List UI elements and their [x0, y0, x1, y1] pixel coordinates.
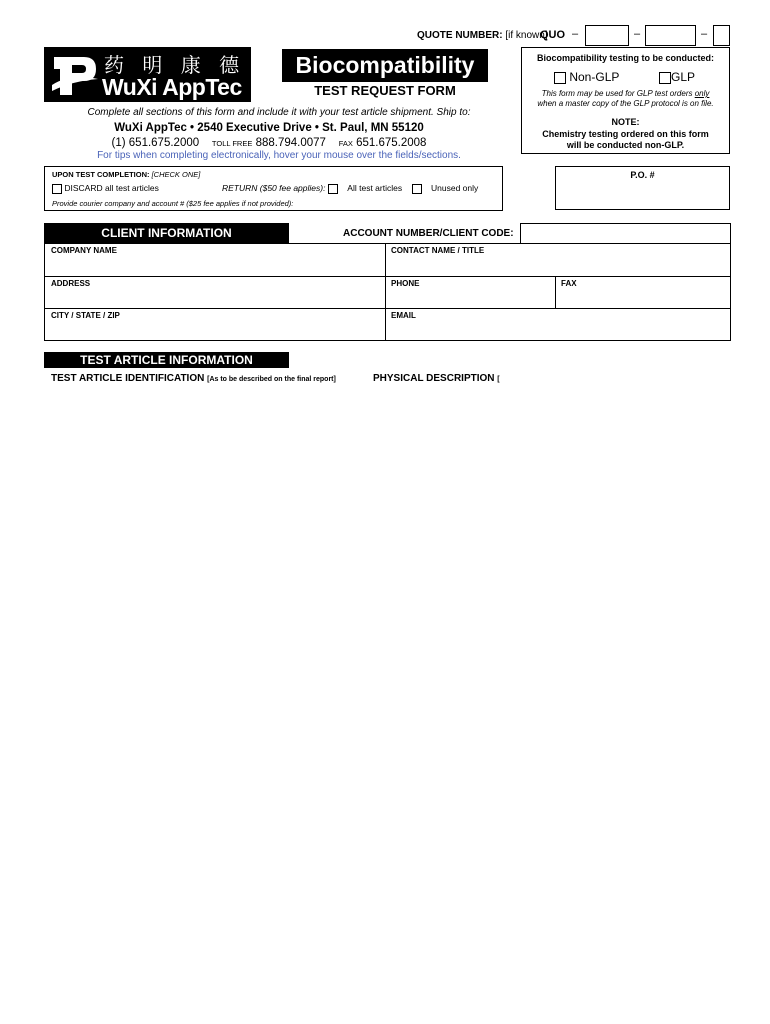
testing-heading: Biocompatibility testing to be conducted: — [536, 53, 714, 63]
city-state-zip-label: CITY / STATE / ZIP — [51, 311, 120, 320]
return-all-checkbox[interactable] — [328, 184, 338, 194]
form-title: Biocompatibility — [282, 49, 488, 82]
quote-dash: – — [701, 28, 708, 40]
city-state-zip-field[interactable] — [45, 309, 385, 340]
address-field[interactable] — [45, 277, 385, 308]
glp-note-emphasis: only — [694, 89, 710, 98]
quote-prefix: QUO — [540, 29, 566, 41]
client-information-header: CLIENT INFORMATION — [44, 223, 289, 243]
form-subtitle: TEST REQUEST FORM — [314, 83, 456, 98]
physical-description-text: PHYSICAL DESCRIPTION — [373, 373, 495, 384]
test-article-id-text: TEST ARTICLE IDENTIFICATION — [51, 373, 205, 384]
physical-description-label — [373, 373, 500, 384]
discard-label: DISCARD all test articles — [64, 183, 159, 193]
fax-label: FAX — [338, 139, 353, 148]
client-info-grid — [44, 243, 731, 341]
instructions-text: Complete all sections of this form and include it with your test article shipment. Ship to: — [87, 107, 471, 118]
po-box[interactable] — [555, 166, 730, 210]
quote-dash: – — [634, 28, 641, 40]
glp-label: GLP — [671, 70, 696, 84]
ship-to-address: WuXi AppTec • 2540 Executive Drive • St. Paul, MN 55120 — [114, 122, 424, 134]
contact-name-field[interactable] — [386, 244, 730, 276]
logo-brand-text: WuXi AppTec — [102, 74, 242, 100]
non-glp-option[interactable] — [554, 70, 619, 84]
account-number-label: ACCOUNT NUMBER/CLIENT CODE: — [343, 228, 514, 239]
chemistry-note — [522, 117, 729, 152]
physical-description-bracket: [ — [497, 376, 500, 383]
phone-label: PHONE — [391, 279, 420, 288]
company-name-label: COMPANY NAME — [51, 246, 117, 255]
non-glp-checkbox[interactable] — [554, 72, 566, 84]
quote-dash: – — [572, 28, 579, 40]
note-heading: NOTE: — [611, 117, 640, 127]
completion-box — [44, 166, 503, 211]
return-label: RETURN ($50 fee applies): — [222, 183, 326, 193]
quote-number-label: QUOTE NUMBER: [if known] — [417, 30, 548, 41]
company-name-field[interactable] — [45, 244, 385, 276]
logo-p-mark-icon — [50, 51, 100, 99]
po-label: P.O. # — [630, 170, 655, 180]
test-article-id-label — [51, 373, 336, 384]
address-label: ADDRESS — [51, 279, 91, 288]
discard-option[interactable] — [52, 183, 159, 194]
quote-field-3[interactable] — [713, 25, 730, 46]
quote-field-1[interactable] — [585, 25, 629, 46]
electronic-tip: For tips when completing electronically, hover your mouse over the fields/sections. — [97, 150, 461, 161]
glp-note — [522, 89, 729, 109]
tollfree-label: TOLL FREE — [211, 139, 253, 148]
all-articles-label: All test articles — [347, 183, 403, 193]
note-text-1: Chemistry testing ordered on this form — [542, 128, 709, 139]
email-field[interactable] — [386, 309, 730, 340]
fax-field-label: FAX — [561, 279, 577, 288]
non-glp-label: Non-GLP — [569, 70, 620, 84]
email-label: EMAIL — [391, 311, 416, 320]
testing-type-box — [521, 47, 730, 154]
contact-name-label: CONTACT NAME / TITLE — [391, 246, 485, 255]
phone-field[interactable] — [386, 277, 555, 308]
discard-checkbox[interactable] — [52, 184, 62, 194]
unused-only-label: Unused only — [431, 183, 479, 193]
glp-option[interactable] — [659, 70, 695, 84]
fax-number: 651.675.2008 — [356, 137, 427, 149]
quote-field-2[interactable] — [645, 25, 696, 46]
account-number-field[interactable] — [520, 223, 731, 244]
return-unused-checkbox[interactable] — [412, 184, 422, 194]
completion-heading: UPON TEST COMPLETION: [CHECK ONE] — [52, 170, 201, 179]
glp-checkbox[interactable] — [659, 72, 671, 84]
glp-note-text: This form may be used for GLP test orders — [541, 89, 695, 98]
test-article-information-header: TEST ARTICLE INFORMATION — [44, 352, 289, 368]
note-text-2: will be conducted non-GLP. — [566, 140, 685, 150]
contact-numbers — [44, 137, 494, 149]
phone-number: (1) 651.675.2000 — [111, 137, 200, 149]
tollfree-number: 888.794.0077 — [255, 137, 326, 149]
glp-note-text-2: when a master copy of the GLP protocol is on file. — [537, 99, 714, 108]
fax-field[interactable] — [556, 277, 730, 308]
wuxi-apptec-logo — [44, 47, 251, 102]
test-article-id-note: [As to be described on the final report] — [207, 376, 336, 383]
courier-label: Provide courier company and account # ($25 fee applies if not provided): — [52, 199, 294, 208]
return-option — [222, 183, 478, 194]
logo-chinese-text: 药 明 康 德 — [104, 53, 246, 77]
